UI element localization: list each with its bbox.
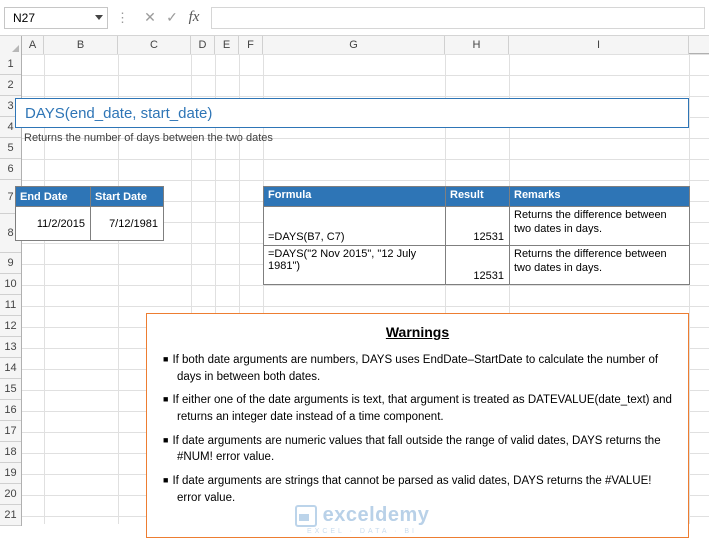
warning-text: If both date arguments are numbers, DAYS uses EndDate–StartDate to calculate the number of days in between both dates.: [172, 354, 659, 383]
warning-text: If date arguments are numeric values that fall outside the range of valid dates, DAYS returns the #NUM! error value.: [172, 434, 661, 464]
column-header-h[interactable]: H: [445, 36, 509, 54]
warning-item: [163, 433, 672, 466]
table-header-row: [264, 187, 690, 207]
column-header-g[interactable]: G: [263, 36, 445, 54]
formula-bar-divider: ⋮: [116, 9, 129, 25]
header-end-date: End Date: [16, 187, 91, 207]
row-header[interactable]: 9: [0, 253, 21, 274]
table-row: [264, 207, 690, 246]
row-header[interactable]: 15: [0, 379, 21, 400]
formula-bar: [0, 0, 709, 36]
column-header-row: [0, 36, 709, 54]
square-bullet-icon: ■: [163, 434, 169, 445]
column-header-d[interactable]: D: [191, 36, 215, 54]
check-icon[interactable]: ✓: [166, 9, 178, 25]
header-start-date: Start Date: [91, 187, 164, 207]
square-bullet-icon: ■: [163, 475, 169, 486]
column-header-e[interactable]: E: [215, 36, 239, 54]
square-bullet-icon: ■: [163, 394, 169, 405]
syntax-box: [15, 98, 689, 128]
header-result: Result: [446, 187, 510, 207]
chevron-down-icon[interactable]: [95, 15, 103, 20]
table-row: [16, 207, 164, 241]
cell-end-date: 11/2/2015: [16, 207, 91, 241]
insert-function-icon[interactable]: fx: [188, 9, 200, 25]
warnings-title: Warnings: [385, 324, 450, 340]
row-header[interactable]: 3: [0, 96, 21, 117]
column-header-b[interactable]: B: [44, 36, 118, 54]
row-header[interactable]: 5: [0, 138, 21, 159]
row-header[interactable]: 4: [0, 117, 21, 138]
formula-examples-table: [263, 186, 690, 285]
row-header[interactable]: 2: [0, 75, 21, 96]
warning-text: If either one of the date arguments is text, that argument is treated as DATEVALUE(date_text) and returns an integer date instead of a time component.: [172, 394, 672, 424]
row-header[interactable]: 19: [0, 463, 21, 484]
row-header[interactable]: 20: [0, 484, 21, 505]
column-header-f[interactable]: F: [239, 36, 263, 54]
column-header-i[interactable]: I: [509, 36, 689, 54]
header-formula: Formula: [264, 187, 446, 207]
syntax-formula: DAYS(end_date, start_date): [25, 104, 213, 122]
row-header[interactable]: 13: [0, 337, 21, 358]
row-header[interactable]: 12: [0, 316, 21, 337]
row-header[interactable]: 18: [0, 442, 21, 463]
cell-formula: =DAYS("2 Nov 2015", "12 July 1981"): [264, 246, 446, 285]
row-header[interactable]: 14: [0, 358, 21, 379]
watermark-tagline: EXCEL · DATA · BI: [307, 528, 417, 535]
column-header-c[interactable]: C: [118, 36, 191, 54]
warning-item: [163, 392, 672, 425]
header-remarks: Remarks: [510, 187, 690, 207]
cell-formula: =DAYS(B7, C7): [264, 207, 446, 246]
formula-input[interactable]: [211, 7, 705, 29]
table-row: [264, 246, 690, 285]
syntax-description: Returns the number of days between the two dates: [24, 132, 273, 144]
warnings-box: [146, 313, 689, 538]
row-header[interactable]: 17: [0, 421, 21, 442]
cell-remarks: Returns the difference between two dates in days.: [510, 207, 690, 246]
name-box[interactable]: [4, 7, 108, 29]
row-header[interactable]: 21: [0, 505, 21, 526]
cell-result: 12531: [446, 246, 510, 285]
cell-result: 12531: [446, 207, 510, 246]
select-all-corner[interactable]: [0, 36, 22, 54]
close-icon[interactable]: ✕: [144, 9, 156, 25]
row-header[interactable]: 6: [0, 159, 21, 180]
warning-item: [163, 352, 672, 385]
square-bullet-icon: ■: [163, 354, 169, 364]
row-header[interactable]: 16: [0, 400, 21, 421]
date-values-table: [15, 186, 164, 241]
name-box-value: N27: [13, 10, 36, 25]
cell-start-date: 7/12/1981: [91, 207, 164, 241]
row-header[interactable]: 1: [0, 54, 21, 75]
row-header[interactable]: 10: [0, 274, 21, 295]
watermark-brand: exceldemy: [322, 504, 430, 526]
row-header[interactable]: 8: [0, 214, 21, 253]
row-header[interactable]: 7: [0, 180, 21, 214]
spreadsheet-grid: [0, 36, 709, 535]
cell-remarks: Returns the difference between two dates in days.: [510, 246, 690, 285]
warning-text: If date arguments are strings that cannot be parsed as valid dates, DAYS returns the #VALUE! error value.: [172, 475, 652, 504]
warning-item: [163, 473, 672, 506]
row-header[interactable]: 11: [0, 295, 21, 316]
column-header-a[interactable]: A: [22, 36, 44, 54]
table-header-row: [16, 187, 164, 207]
